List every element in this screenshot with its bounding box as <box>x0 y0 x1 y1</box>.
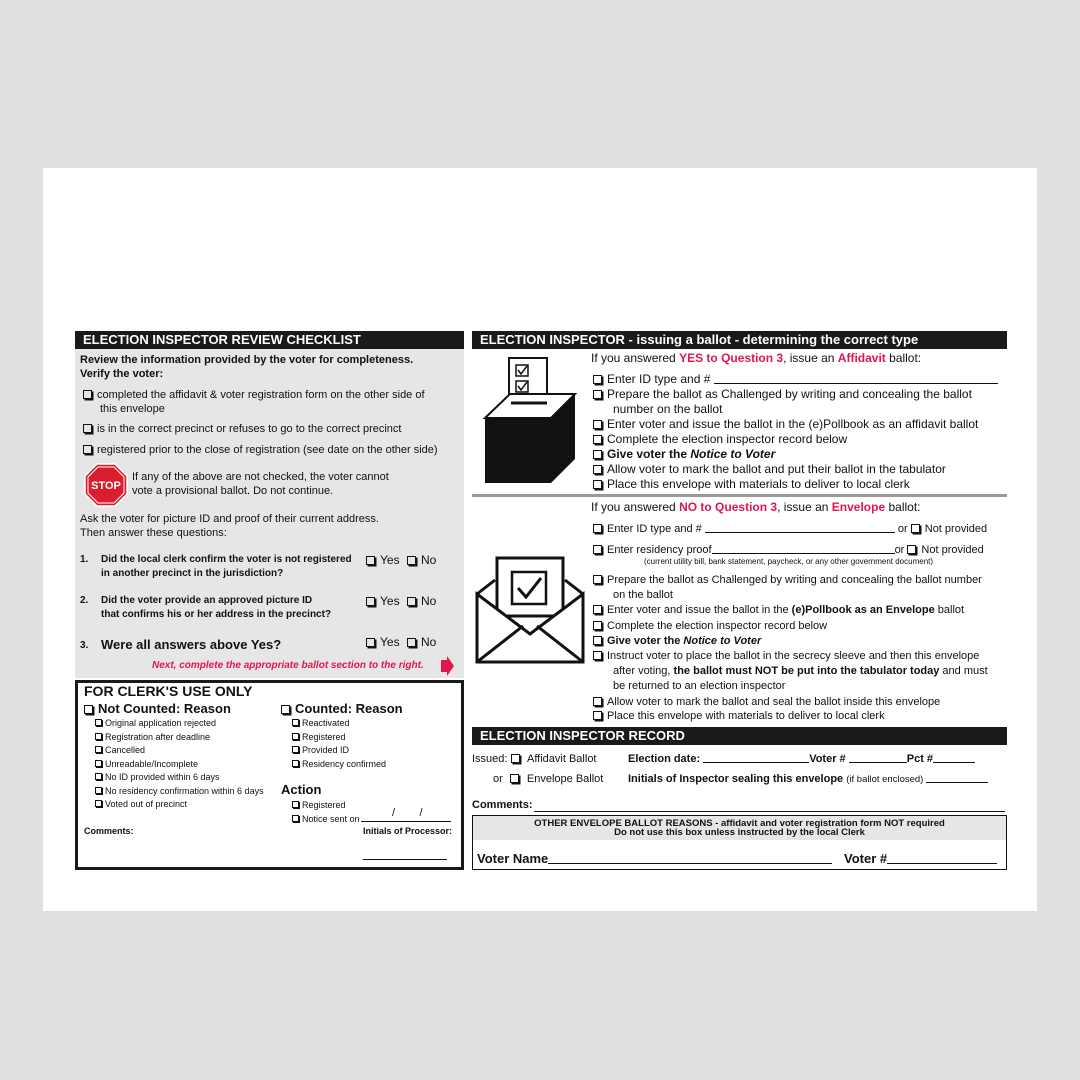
aff-prepare-cont: number on the ballot <box>613 402 723 416</box>
checkbox[interactable] <box>84 705 93 714</box>
checkbox[interactable] <box>510 774 519 783</box>
arrow-right-icon <box>441 656 454 676</box>
action-title: Action <box>281 782 322 797</box>
list-item[interactable]: Cancelled <box>95 744 264 758</box>
voter-name-row: Voter Name <box>477 851 832 866</box>
checkbox[interactable] <box>83 424 92 433</box>
checkbox[interactable] <box>407 638 416 647</box>
aff-enter-id[interactable]: Enter ID type and # <box>593 372 998 387</box>
voter-number-row: Voter # <box>844 851 997 866</box>
initials-processor-line[interactable] <box>363 859 447 860</box>
env-enter-voter[interactable]: Enter voter and issue the ballot in the (e)Pollbook as an Envelope ballot <box>593 603 964 617</box>
checkbox[interactable] <box>95 800 102 807</box>
section-divider <box>472 494 1007 497</box>
envelope-icon <box>475 556 585 666</box>
env-enter-id[interactable]: Enter ID type and # or Not provided <box>593 522 987 536</box>
no-question-line: If you answered NO to Question 3, issue an Envelope ballot: <box>591 500 921 514</box>
election-date-line[interactable] <box>703 762 809 763</box>
question-2-no[interactable]: No <box>407 594 436 609</box>
counted-list <box>292 717 386 771</box>
counted-title[interactable]: Counted: Reason <box>281 701 403 716</box>
checkbox[interactable] <box>292 719 299 726</box>
verify-label: Verify the voter: <box>80 368 164 380</box>
precinct-number-line[interactable] <box>933 762 975 763</box>
checkbox[interactable] <box>593 621 602 630</box>
checkbox[interactable] <box>593 375 602 384</box>
check-item-affidavit[interactable]: completed the affidavit & voter registration form on the other side of <box>83 388 425 402</box>
checkbox[interactable] <box>407 597 416 606</box>
checkbox[interactable] <box>907 545 916 554</box>
env-allow-seal[interactable]: Allow voter to mark the ballot and seal the ballot inside this envelope <box>593 695 940 709</box>
review-checklist-panel <box>75 331 464 678</box>
question-1-text-cont: in another precinct in the jurisdiction? <box>101 568 284 579</box>
issued-affidavit[interactable]: Issued: Affidavit Ballot <box>472 753 597 765</box>
checkbox[interactable] <box>593 697 602 706</box>
ask-voter-line1: Ask the voter for picture ID and proof of their current address. <box>80 513 379 525</box>
checkbox[interactable] <box>366 638 375 647</box>
initials-inspector-row: Initials of Inspector sealing this envelope (if ballot enclosed) <box>628 773 988 785</box>
list-item[interactable]: Unreadable/Incomplete <box>95 758 264 772</box>
action-list <box>292 798 360 826</box>
checkbox[interactable] <box>593 651 602 660</box>
checkbox[interactable] <box>593 545 602 554</box>
question-1-number: 1. <box>80 554 89 565</box>
checkbox[interactable] <box>95 719 102 726</box>
question-2-number: 2. <box>80 595 89 606</box>
checkbox[interactable] <box>292 746 299 753</box>
question-1-text: Did the local clerk confirm the voter is not registered <box>101 554 352 565</box>
env-instruct[interactable]: Instruct voter to place the ballot in the secrecy sleeve and then this envelope <box>593 649 979 663</box>
aff-allow-tabulator[interactable]: Allow voter to mark the ballot and put their ballot in the tabulator <box>593 462 946 477</box>
check-item-precinct[interactable]: is in the correct precinct or refuses to go to the correct precinct <box>83 422 401 436</box>
notice-date-slashes: / / <box>392 807 423 819</box>
checkbox[interactable] <box>83 445 92 454</box>
checkbox[interactable] <box>407 556 416 565</box>
stop-warning-line2: vote a provisional ballot. Do not continue. <box>132 485 334 497</box>
list-item[interactable]: Residency confirmed <box>292 758 386 772</box>
checkbox[interactable] <box>95 787 102 794</box>
clerk-use-title: FOR CLERK'S USE ONLY <box>84 683 253 699</box>
checkbox[interactable] <box>593 711 602 720</box>
checkbox[interactable] <box>593 465 602 474</box>
review-checklist-header: ELECTION INSPECTOR REVIEW CHECKLIST <box>75 331 464 349</box>
list-item[interactable]: Registration after deadline <box>95 731 264 745</box>
record-comments-line[interactable] <box>534 811 1005 812</box>
checkbox[interactable] <box>83 390 92 399</box>
stop-sign-icon <box>84 463 128 507</box>
id-input-line[interactable] <box>705 532 895 533</box>
list-item[interactable]: Registered <box>292 798 360 812</box>
question-1-yes[interactable]: Yes <box>366 553 400 568</box>
envelope-form-card <box>43 168 1037 911</box>
checkbox[interactable] <box>95 746 102 753</box>
issued-envelope[interactable]: or Envelope Ballot <box>493 773 604 785</box>
checkbox[interactable] <box>292 760 299 767</box>
record-comments-label: Comments: <box>472 799 533 811</box>
ballot-box-icon <box>483 356 577 486</box>
stop-sign-text: STOP <box>91 480 121 492</box>
check-item-registered[interactable]: registered prior to the close of registration (see date on the other side) <box>83 443 438 457</box>
question-3-text: Were all answers above Yes? <box>101 637 282 652</box>
checkbox[interactable] <box>593 605 602 614</box>
residency-proof-note: (current utility bill, bank statement, paycheck, or any other government document) <box>644 557 934 566</box>
list-item[interactable]: Provided ID <box>292 744 386 758</box>
checkbox[interactable] <box>593 390 602 399</box>
env-residency[interactable]: Enter residency proof or Not provided <box>593 543 984 557</box>
question-3-no[interactable]: No <box>407 635 436 650</box>
checkbox[interactable] <box>95 773 102 780</box>
voter-number-line[interactable] <box>849 762 907 763</box>
id-input-line[interactable] <box>714 383 998 384</box>
checkbox[interactable] <box>593 480 602 489</box>
aff-give-notice[interactable]: Give voter the Notice to Voter <box>593 447 775 462</box>
list-item[interactable]: Voted out of precinct <box>95 798 264 812</box>
env-give-notice[interactable]: Give voter the Notice to Voter <box>593 634 761 648</box>
aff-prepare[interactable]: Prepare the ballot as Challenged by writing and concealing the ballot <box>593 387 972 402</box>
checkbox[interactable] <box>292 733 299 740</box>
checkbox[interactable] <box>292 801 299 808</box>
question-2-yes[interactable]: Yes <box>366 594 400 609</box>
env-instruct-cont2: be returned to an election inspector <box>613 680 786 692</box>
list-item[interactable]: Reactivated <box>292 717 386 731</box>
checkbox[interactable] <box>911 524 920 533</box>
checkbox[interactable] <box>281 705 290 714</box>
not-counted-list <box>95 717 264 812</box>
question-3-yes[interactable]: Yes <box>366 635 400 650</box>
aff-enter-voter[interactable]: Enter voter and issue the ballot in the (e)Pollbook as an affidavit ballot <box>593 417 978 432</box>
inspector-initials-line[interactable] <box>926 782 988 783</box>
not-counted-title[interactable]: Not Counted: Reason <box>84 701 231 716</box>
list-item[interactable]: Registered <box>292 731 386 745</box>
initials-processor-label: Initials of Processor: <box>363 826 453 836</box>
checkbox[interactable] <box>95 733 102 740</box>
question-2-text: Did the voter provide an approved picture ID <box>101 595 313 606</box>
question-3-number: 3. <box>80 640 89 651</box>
inspector-record-header: ELECTION INSPECTOR RECORD <box>472 727 1007 745</box>
checkbox[interactable] <box>366 556 375 565</box>
env-prepare[interactable]: Prepare the ballot as Challenged by writing and concealing the ballot number <box>593 573 982 587</box>
notice-date-line[interactable] <box>361 821 451 822</box>
voter-name-line[interactable] <box>548 863 832 864</box>
election-date-row: Election date: Voter # Pct # <box>628 753 975 765</box>
question-1-no[interactable]: No <box>407 553 436 568</box>
checkbox[interactable] <box>593 420 602 429</box>
checkbox[interactable] <box>593 435 602 444</box>
env-place-envelope[interactable]: Place this envelope with materials to deliver to local clerk <box>593 709 885 723</box>
list-item[interactable]: No residency confirmation within 6 days <box>95 785 264 799</box>
env-instruct-cont: after voting, the ballot must NOT be put into the tabulator today and must <box>613 665 988 677</box>
env-complete-record[interactable]: Complete the election inspector record below <box>593 619 827 633</box>
checkbox[interactable] <box>366 597 375 606</box>
residency-input-line[interactable] <box>712 553 895 554</box>
checkbox[interactable] <box>593 450 602 459</box>
checkbox[interactable] <box>95 760 102 767</box>
checkbox[interactable] <box>292 815 299 822</box>
checkbox[interactable] <box>593 524 602 533</box>
next-section-note: Next, complete the appropriate ballot section to the right. <box>152 660 424 671</box>
checkbox[interactable] <box>593 575 602 584</box>
stop-warning-line1: If any of the above are not checked, the voter cannot <box>132 471 389 483</box>
review-intro: Review the information provided by the voter for completeness. <box>80 354 414 366</box>
aff-complete-record[interactable]: Complete the election inspector record below <box>593 432 847 447</box>
ask-voter-line2: Then answer these questions: <box>80 527 227 539</box>
yes-question-line: If you answered YES to Question 3, issue an Affidavit ballot: <box>591 351 922 365</box>
voter-number-line-2[interactable] <box>887 863 997 864</box>
other-reasons-subtitle: Do not use this box unless instructed by the local Clerk <box>614 827 865 838</box>
aff-place-envelope[interactable]: Place this envelope with materials to deliver to local clerk <box>593 477 910 492</box>
env-prepare-cont: on the ballot <box>613 589 673 601</box>
list-item[interactable]: No ID provided within 6 days <box>95 771 264 785</box>
other-reasons-title: OTHER ENVELOPE BALLOT REASONS - affidavit and voter registration form NOT required <box>534 818 945 829</box>
list-item[interactable]: Notice sent on <box>292 812 360 826</box>
check-item-affidavit-cont: this envelope <box>100 403 165 415</box>
clerk-comments-label: Comments: <box>84 826 134 836</box>
issuing-ballot-header: ELECTION INSPECTOR - issuing a ballot - determining the correct type <box>472 331 1007 349</box>
list-item[interactable]: Original application rejected <box>95 717 264 731</box>
checkbox[interactable] <box>593 636 602 645</box>
question-2-text-cont: that confirms his or her address in the precinct? <box>101 609 332 620</box>
checkbox[interactable] <box>511 754 520 763</box>
